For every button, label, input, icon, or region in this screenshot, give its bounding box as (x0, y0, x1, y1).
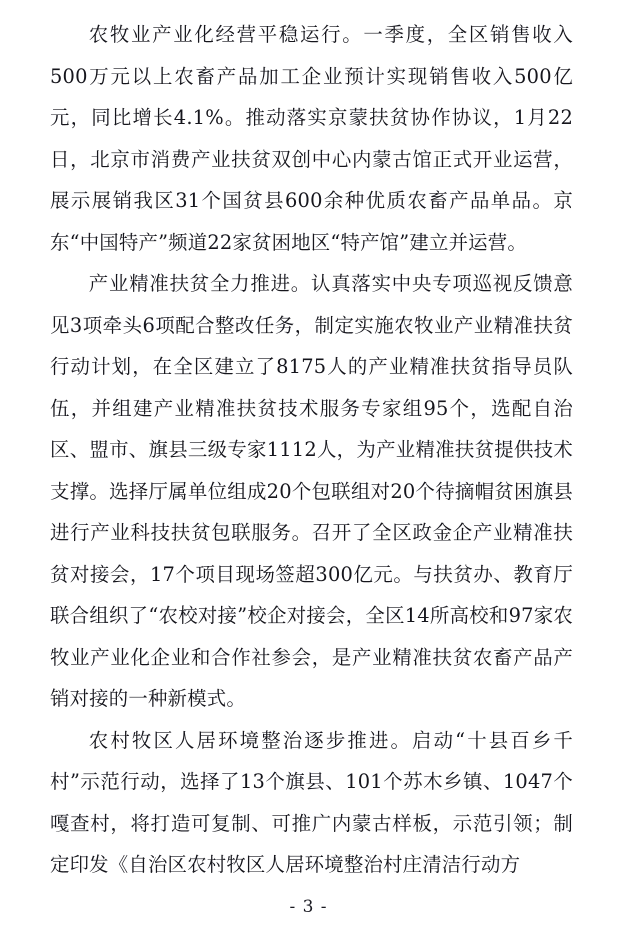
paragraph-3: 农村牧区人居环境整治逐步推进。启动“十县百乡千村”示范行动，选择了13个旗县、101个苏木乡镇、1047个嘎查村，将打造可复制、可推广内蒙古样板，示范引领；制定印发《自治区农村牧区人居环境整治村庄清洁行动方 (50, 728, 573, 876)
page-number: - 3 - (289, 897, 328, 917)
paragraph-1: 农牧业产业化经营平稳运行。一季度，全区销售收入500万元以上农畜产品加工企业预计实现销售收入500亿元，同比增长4.1%。推动落实京蒙扶贫协作协议，1月22日，北京市消费产业扶贫双创中心内蒙古馆正式开业运营，展示展销我区31个国贫县600余种优质农畜产品单品。京东“中国特产”频道22家贫困地区“特产馆”建立并运营。 (50, 23, 573, 254)
page-body (50, 14, 573, 886)
paragraph-2: 产业精准扶贫全力推进。认真落实中央专项巡视反馈意见3项牵头6项配合整改任务，制定实施农牧业产业精准扶贫行动计划，在全区建立了8175人的产业精准扶贫指导员队伍，并组建产业精准扶贫技术服务专家组95个，选配自治区、盟市、旗县三级专家1112人，为产业精准扶贫提供技术支撑。选择厅属单位组成20个包联组对20个待摘帽贫困旗县进行产业科技扶贫包联服务。召开了全区政金企产业精准扶贫对接会，17个项目现场签超300亿元。与扶贫办、教育厅联合组织了“农校对接”校企对接会，全区14所高校和97家农牧业产业化企业和合作社参会，是产业精准扶贫农畜产品产销对接的一种新模式。 (50, 272, 573, 710)
